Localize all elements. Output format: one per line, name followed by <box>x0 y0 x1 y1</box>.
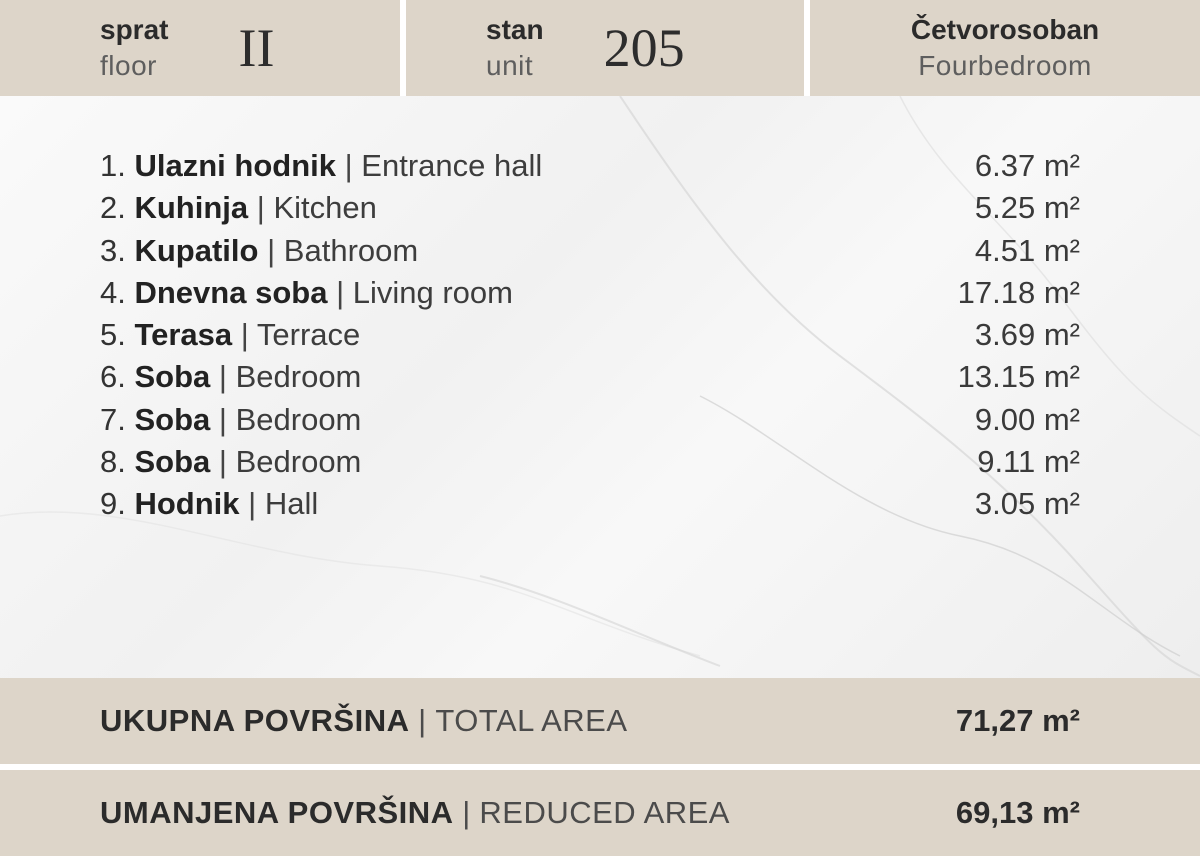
room-name-bs: Ulazni hodnik <box>134 148 336 183</box>
unit-value: 205 <box>603 18 685 78</box>
room-row <box>100 233 1080 275</box>
room-name-en: Living room <box>352 274 513 310</box>
room-name-bs: Terasa <box>134 317 233 353</box>
room-name-en: Bedroom <box>235 359 362 395</box>
room-row <box>100 402 1080 444</box>
room-number: 5. <box>100 317 126 353</box>
room-separator: | <box>344 148 353 183</box>
room-row <box>100 359 1080 401</box>
reduced-area-separator: | <box>462 795 471 830</box>
room-label <box>100 402 361 438</box>
room-separator: | <box>218 444 227 480</box>
room-number: 1. <box>100 148 126 183</box>
room-name-en: Hall <box>264 486 319 522</box>
type-bs: Četvorosoban <box>910 14 1100 45</box>
room-separator: | <box>218 401 227 437</box>
room-name-en: Bedroom <box>235 444 362 480</box>
room-area: 4.51 m² <box>974 232 1080 268</box>
room-name-bs: Hodnik <box>134 486 240 522</box>
room-number: 6. <box>100 359 126 395</box>
total-area-label-en: TOTAL AREA <box>435 703 628 738</box>
room-area: 9.00 m² <box>974 401 1080 437</box>
total-area-value: 71,27 m² <box>955 703 1080 738</box>
reduced-area-row <box>0 770 1200 856</box>
room-label <box>100 233 418 269</box>
room-name-en: Kitchen <box>273 190 377 226</box>
room-separator: | <box>240 317 249 353</box>
room-row <box>100 317 1080 359</box>
room-separator: | <box>256 190 265 226</box>
floor-value: II <box>238 18 275 78</box>
room-row <box>100 486 1080 528</box>
unit-label-en: unit <box>486 50 534 81</box>
room-area: 3.69 m² <box>974 317 1080 353</box>
room-name-bs: Kuhinja <box>134 190 249 226</box>
room-label <box>100 190 377 226</box>
room-name-bs: Soba <box>134 444 211 480</box>
room-row <box>100 275 1080 317</box>
type-label <box>911 12 1099 84</box>
floor-label-en: floor <box>100 50 157 81</box>
unit-label-bs: stan <box>486 14 544 45</box>
total-area-row <box>0 678 1200 764</box>
room-number: 9. <box>100 486 126 522</box>
room-name-bs: Dnevna soba <box>134 274 328 310</box>
type-en: Fourbedroom <box>918 50 1092 81</box>
room-area: 5.25 m² <box>974 190 1080 226</box>
room-number: 4. <box>100 274 126 310</box>
room-label <box>100 444 361 480</box>
bottom-divider <box>0 856 1200 860</box>
room-name-en: Terrace <box>256 317 361 353</box>
room-row <box>100 148 1080 190</box>
floor-label-bs: sprat <box>100 14 169 45</box>
reduced-area-label-bs: UMANJENA POVRŠINA <box>100 795 454 830</box>
room-name-en: Bathroom <box>283 232 419 268</box>
room-separator: | <box>267 232 276 268</box>
total-area-separator: | <box>418 703 427 738</box>
room-number: 8. <box>100 444 126 480</box>
room-name-bs: Soba <box>134 401 211 437</box>
room-row <box>100 444 1080 486</box>
reduced-area-label-en: REDUCED AREA <box>479 795 730 830</box>
room-area: 13.15 m² <box>957 359 1080 395</box>
room-name-bs: Soba <box>134 359 211 395</box>
room-name-en: Bedroom <box>235 401 362 437</box>
type-cell <box>810 0 1200 96</box>
unit-label <box>486 12 544 84</box>
room-separator: | <box>336 274 345 310</box>
total-area-label <box>100 703 628 739</box>
reduced-area-label <box>100 795 730 831</box>
floor-label <box>100 12 168 84</box>
room-row <box>100 190 1080 232</box>
room-separator: | <box>248 486 257 522</box>
header-bar <box>0 0 1200 96</box>
room-name-en: Entrance hall <box>361 148 543 183</box>
room-area: 9.11 m² <box>977 444 1080 480</box>
room-number: 7. <box>100 401 126 437</box>
room-label <box>100 275 513 311</box>
room-name-bs: Kupatilo <box>134 232 259 268</box>
room-list <box>100 148 1080 529</box>
room-area: 17.18 m² <box>957 274 1080 310</box>
total-area-label-bs: UKUPNA POVRŠINA <box>100 703 410 738</box>
room-separator: | <box>218 359 227 395</box>
room-label <box>100 317 360 353</box>
room-area: 3.05 m² <box>974 486 1080 522</box>
room-label <box>100 486 318 522</box>
room-label <box>100 359 361 395</box>
room-label <box>100 148 542 184</box>
room-number: 3. <box>100 232 126 268</box>
floor-cell <box>0 0 400 96</box>
room-area: 6.37 m² <box>974 148 1080 183</box>
room-number: 2. <box>100 190 126 226</box>
unit-cell <box>406 0 804 96</box>
reduced-area-value: 69,13 m² <box>955 795 1080 830</box>
